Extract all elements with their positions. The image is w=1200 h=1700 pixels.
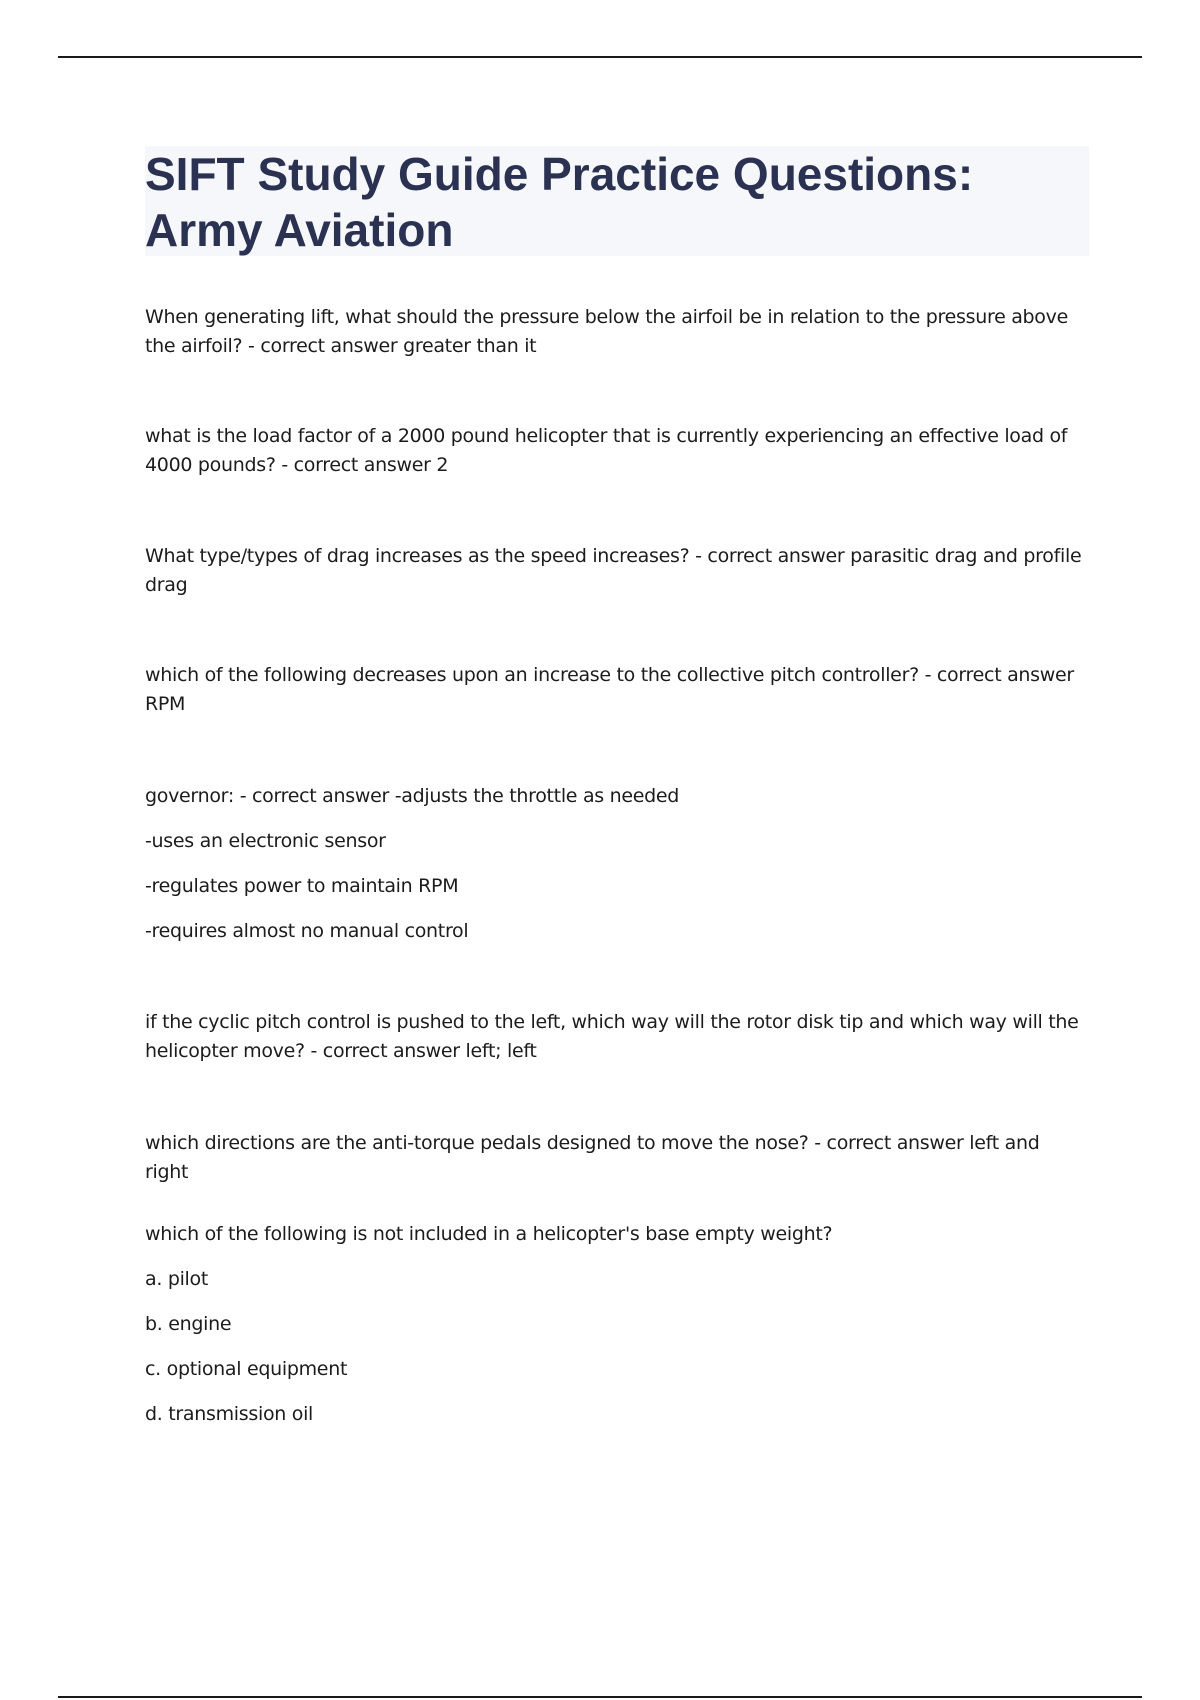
answer-prefix: - correct answer xyxy=(233,785,395,807)
qa-item-7 xyxy=(145,1129,1085,1187)
qa-text xyxy=(145,661,1085,719)
title-box xyxy=(145,146,1089,256)
qa-text xyxy=(145,303,1085,361)
qa-text xyxy=(145,782,1085,811)
qa-text xyxy=(145,542,1085,600)
answer-prefix: - correct answer xyxy=(689,545,851,567)
question-text: which of the following is not included in a helicopter's base empty weight? xyxy=(145,1223,833,1245)
qa-text xyxy=(145,1129,1085,1187)
answer-line: -requires almost no manual control xyxy=(145,920,469,942)
answer-text: 2 xyxy=(436,454,449,476)
bottom-rule xyxy=(58,1696,1142,1698)
question-text: When generating lift, what should the pressure below the airfoil be in relation to the pressure above the airfoil? xyxy=(145,306,1068,357)
page-title: SIFT Study Guide Practice Questions: Army Aviation xyxy=(145,148,974,256)
answer-prefix: - correct answer xyxy=(242,335,404,357)
qa-item-1 xyxy=(145,303,1085,361)
option-d: d. transmission oil xyxy=(145,1403,314,1425)
question-text: which of the following decreases upon an increase to the collective pitch controller? xyxy=(145,664,919,686)
qa-text xyxy=(145,1008,1085,1066)
answer-prefix: - correct answer xyxy=(808,1132,970,1154)
question-text: What type/types of drag increases as the speed increases? xyxy=(145,545,690,567)
qa-item-8 xyxy=(145,1220,1085,1445)
qa-item-2 xyxy=(145,422,1085,480)
question-text: what is the load factor of a 2000 pound helicopter that is currently experiencing an effective load of 4000 pounds? xyxy=(145,425,1068,476)
answer-line: -uses an electronic sensor xyxy=(145,830,386,852)
answer-text: RPM xyxy=(145,693,186,715)
qa-item-4 xyxy=(145,661,1085,719)
answer-line: -adjusts the throttle as needed xyxy=(394,785,680,807)
answer-prefix: - correct answer xyxy=(275,454,437,476)
question-text: if the cyclic pitch control is pushed to the left, which way will the rotor disk tip and which way will the helicopter move? xyxy=(145,1011,1079,1062)
qa-item-5 xyxy=(145,782,1085,962)
qa-item-3 xyxy=(145,542,1085,600)
answer-text: left and right xyxy=(145,1132,1040,1183)
qa-item-6 xyxy=(145,1008,1085,1066)
option-a: a. pilot xyxy=(145,1268,209,1290)
question-text: governor: xyxy=(145,785,234,807)
answer-text: left; left xyxy=(465,1040,537,1062)
option-b: b. engine xyxy=(145,1313,232,1335)
answer-text: parasitic drag and profile drag xyxy=(145,545,1082,596)
answer-text: greater than it xyxy=(403,335,537,357)
answer-prefix: - correct answer xyxy=(918,664,1074,686)
top-rule xyxy=(58,56,1142,58)
option-c: c. optional equipment xyxy=(145,1358,348,1380)
answer-line: -regulates power to maintain RPM xyxy=(145,875,459,897)
question-text: which directions are the anti-torque pedals designed to move the nose? xyxy=(145,1132,809,1154)
answer-prefix: - correct answer xyxy=(304,1040,466,1062)
qa-text xyxy=(145,422,1085,480)
